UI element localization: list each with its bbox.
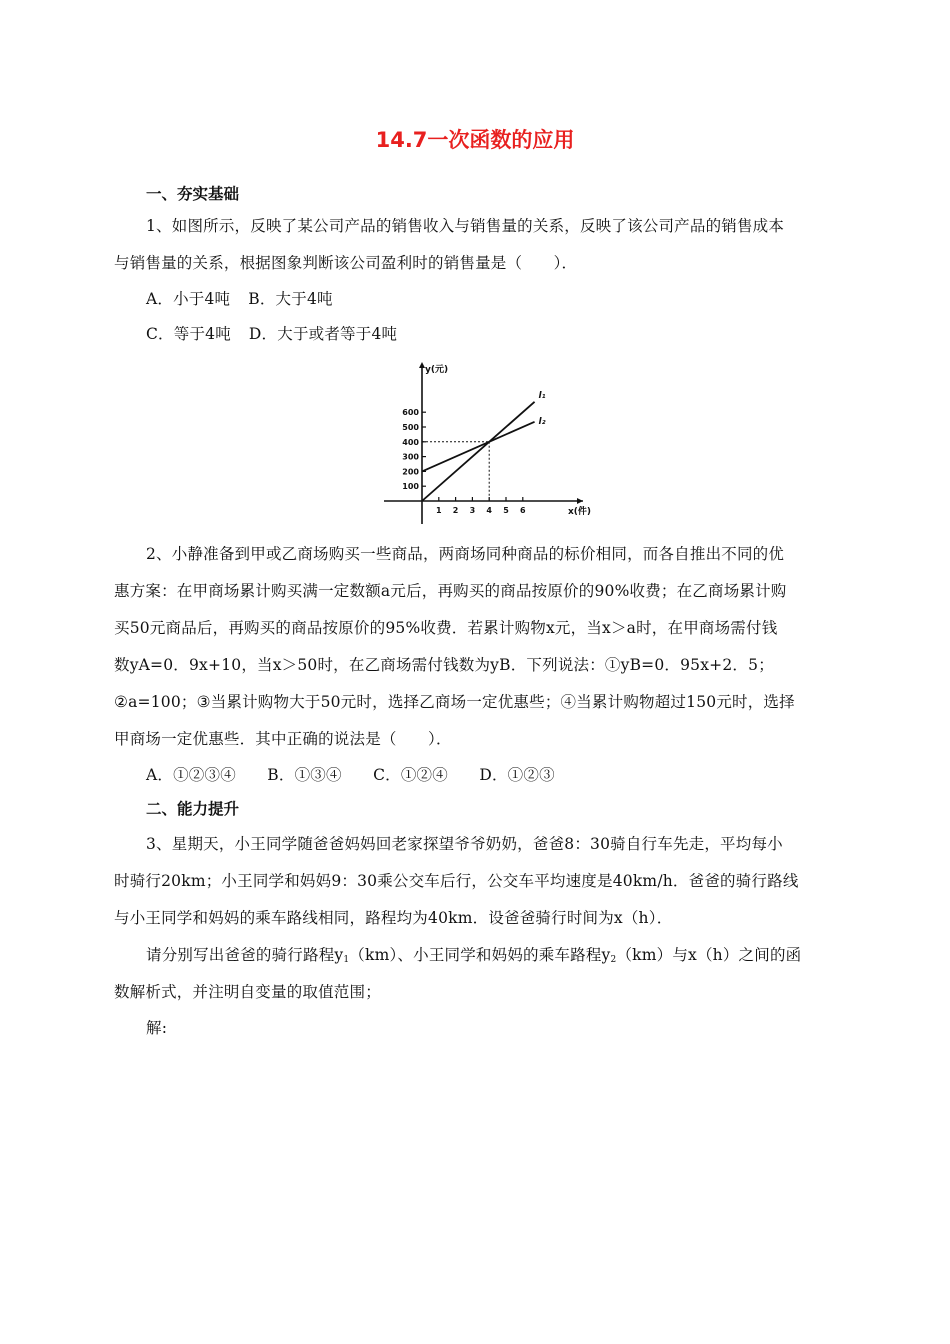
q1-option-a: A．小于4吨 [146,290,231,308]
x-tick-label: 1 [436,506,442,515]
q1-options-line [146,287,333,309]
q3-text-line: 请分别写出爸爸的骑行路程$y_1(km)$、小王同学和妈妈的乘车路程$y_2(km)$与x（h）之间的函 [146,946,802,965]
series-line-2 [422,422,535,472]
x-axis-label: x(件) [568,507,592,517]
q2-text-line: 甲商场一定优惠些．其中正确的说法是（ ）． [114,730,452,748]
y-tick-label: 200 [402,467,419,477]
x-tick-label: 3 [469,506,476,515]
q1-options-line [146,322,397,344]
x-axis-arrow [577,498,583,504]
y-tick-label: 100 [402,482,419,492]
x-tick-label: 4 [486,506,492,515]
series-label-1: l₁ [538,390,546,401]
section-heading-basics: 一、夯实基础 [146,185,240,203]
x-tick-label: 2 [452,506,459,515]
y-tick-label: 300 [402,452,419,462]
series-label-2: l₂ [538,416,546,427]
answer-label: 解: [146,1019,168,1037]
x-tick-label: 5 [503,506,509,515]
q2-options: A．①②③④ B．①③④ C．①②④ D．①②③ [146,766,555,784]
y-tick-label: 600 [402,408,419,418]
q3-text-line: 3、星期天，小王同学随爸爸妈妈回老家探望爷爷奶奶，爸爸8：30骑自行车先走，平均每小 [146,835,783,853]
q3-text-line: 与小王同学和妈妈的乘车路线相同，路程均为40km．设爸爸骑行时间为x（h）． [114,909,673,927]
y-axis-label: y(元) [425,365,449,375]
q2-text-line: 买50元商品后，再购买的商品按原价的95%收费．若累计购物x元，当x＞a时，在甲商场需付钱 [114,619,778,637]
chart-series [422,402,535,501]
q3-text-line: 时骑行20km；小王同学和妈妈9：30乘公交车后行，公交车平均速度是40km/h．爸爸的骑行路线 [114,872,799,890]
x-tick-label: 6 [520,506,526,515]
q2-text-line: ②a=100；③当累计购物大于50元时，选择乙商场一定优惠些；④当累计购物超过150元时，选择 [114,693,795,711]
q1-option-c: C．等于4吨 [146,325,231,343]
q2-text-line: 数yA=0．9x+10，当x＞50时，在乙商场需付钱数为yB．下列说法：①yB=0．95x+2．5； [114,656,774,674]
q1-option-d: D．大于或者等于4吨 [248,325,398,343]
section-heading-advanced: 二、能力提升 [146,800,240,818]
q1-option-b: B．大于4吨 [248,290,333,308]
q1-text-line: 1、如图所示，反映了某公司产品的销售收入与销售量的关系，反映了该公司产品的销售成本 [146,217,785,235]
y-tick-label: 500 [402,423,419,432]
q1-text-line: 与销售量的关系，根据图象判断该公司盈利时的销售量是（ ）． [114,254,578,272]
sales-revenue-cost-chart [378,352,598,532]
q3-text-line: 数解析式，并注明自变量的取值范围； [114,983,381,1001]
page-title: 14.7一次函数的应用 [375,128,575,152]
series-line-1 [422,402,535,501]
q2-text-line: 2、小静准备到甲或乙商场购买一些商品，两商场同种商品的标价相同，而各自推出不同的优 [146,545,785,563]
q2-text-line: 惠方案：在甲商场累计购买满一定数额a元后，再购买的商品按原价的90%收费；在乙商场累计购 [114,582,787,600]
y-tick-label: 400 [402,437,419,447]
